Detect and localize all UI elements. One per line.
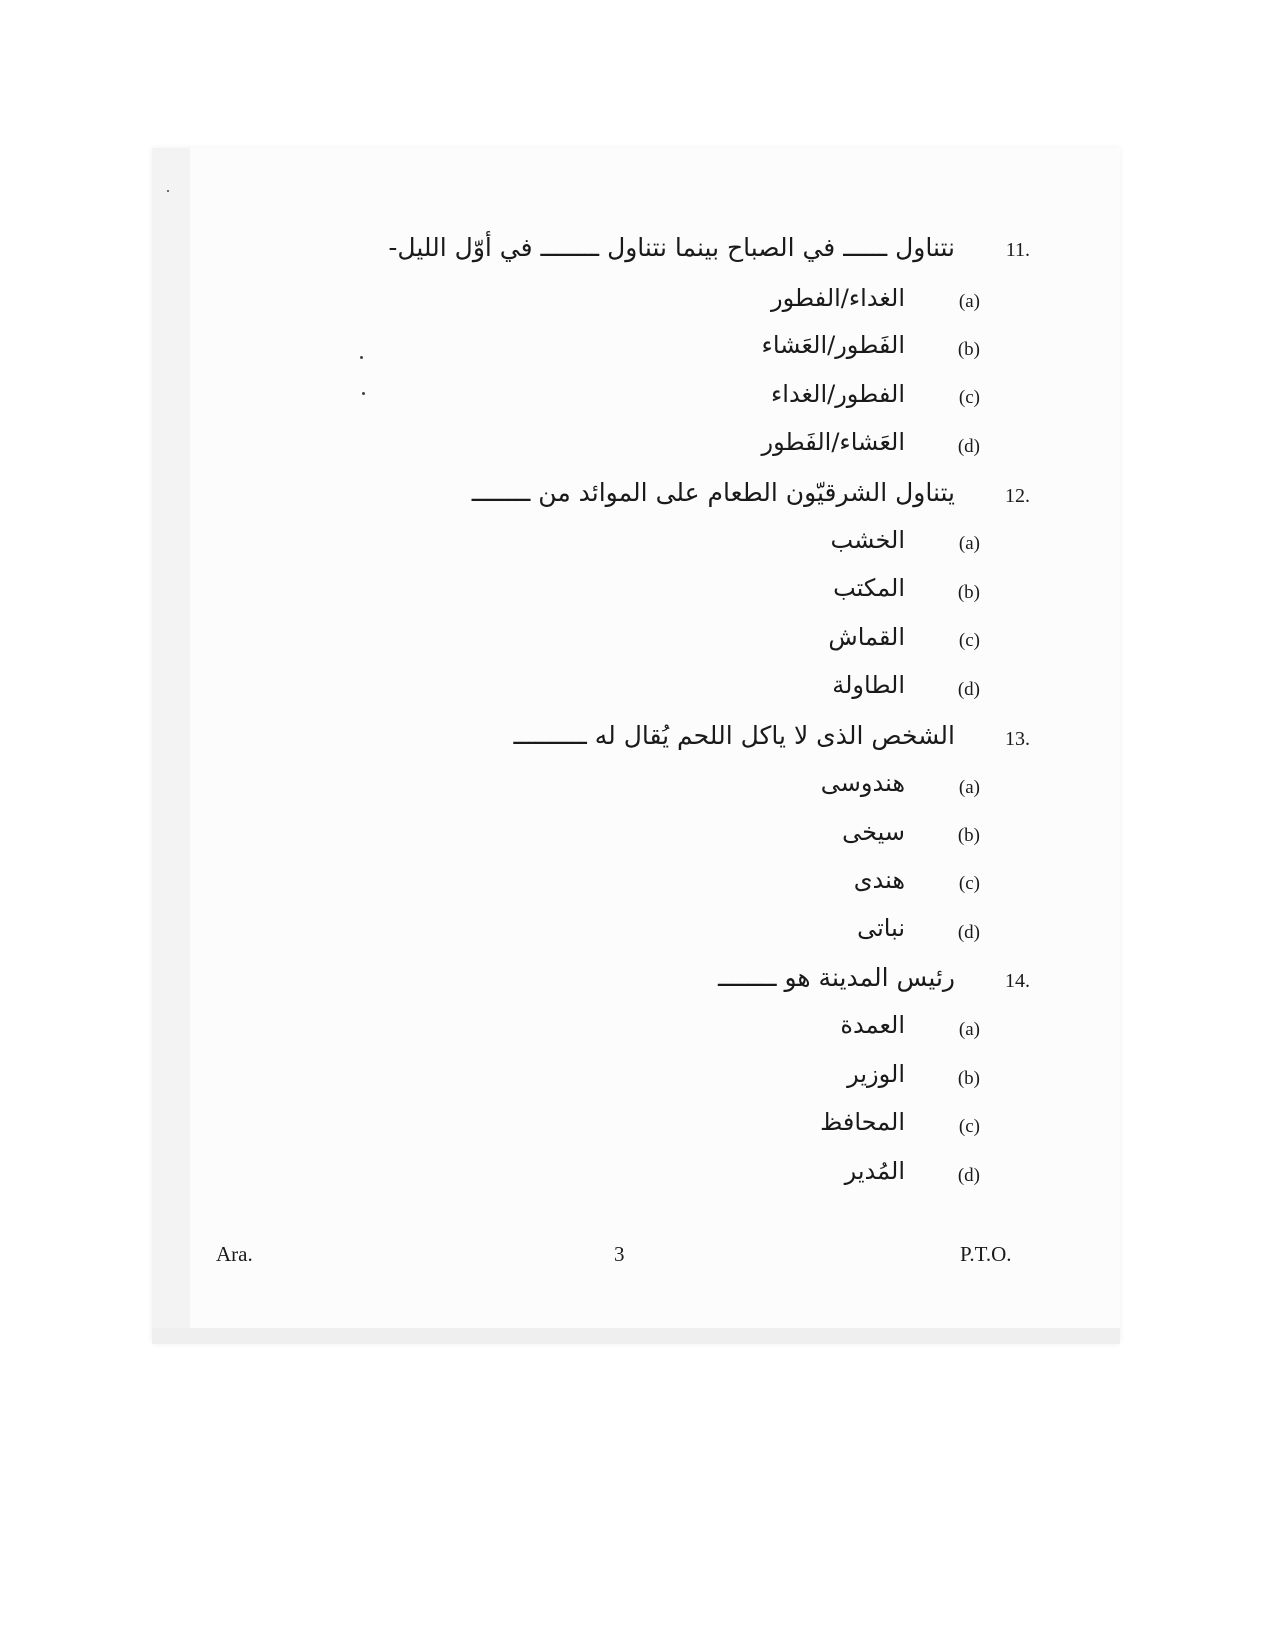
option-letter: (d)	[957, 922, 980, 943]
option-text: القماش	[828, 623, 905, 651]
option-text: الفَطور/العَشاء	[761, 331, 905, 359]
scan-shadow-left	[152, 148, 190, 1344]
option-text: الخشب	[830, 526, 905, 554]
option-letter: (a)	[958, 777, 980, 798]
option-letter: (c)	[958, 387, 980, 408]
option-text: الوزير	[847, 1060, 905, 1088]
question-text: يتناول الشرقيّون الطعام على الموائد من ــــــــ	[471, 478, 955, 507]
option-letter: (c)	[958, 630, 980, 651]
option-text: العَشاء/الفَطور	[761, 428, 905, 456]
option-letter: (d)	[957, 679, 980, 700]
option-letter: (b)	[957, 582, 980, 603]
scan-speck	[362, 392, 365, 395]
footer-subject-code: Ara.	[216, 1242, 253, 1266]
question-number: 11.	[1005, 239, 1030, 261]
option-text: نباتى	[857, 914, 905, 942]
scan-speck	[360, 356, 363, 359]
question-text: الشخص الذى لا ياكل اللحم يُقال له ــــــــــ	[513, 721, 955, 750]
question-number: 14.	[1005, 970, 1030, 992]
option-letter: (a)	[958, 1019, 980, 1040]
option-letter: (b)	[957, 825, 980, 846]
option-letter: (c)	[958, 873, 980, 894]
option-text: الفطور/الغداء	[771, 380, 905, 408]
option-text: هندوسى	[820, 769, 905, 797]
option-letter: (c)	[958, 1116, 980, 1137]
option-text: المُدير	[844, 1157, 905, 1185]
option-text: العمدة	[840, 1011, 905, 1039]
option-text: الغداء/الفطور	[771, 284, 905, 312]
question-number: 12.	[1005, 485, 1030, 507]
option-letter: (a)	[958, 291, 980, 312]
footer-please-turn-over: P.T.O.	[960, 1242, 1012, 1266]
scan-speck	[167, 190, 169, 192]
option-letter: (b)	[957, 1068, 980, 1089]
option-letter: (b)	[957, 339, 980, 360]
option-letter: (d)	[957, 1165, 980, 1186]
option-letter: (d)	[957, 436, 980, 457]
question-text: نتناول ــــــ في الصباح بينما نتناول ــــــــ في أوّل الليل-	[388, 233, 955, 262]
option-text: المحافظ	[820, 1108, 905, 1136]
option-text: هندى	[853, 866, 905, 894]
option-letter: (a)	[958, 533, 980, 554]
footer-page-number: 3	[614, 1242, 625, 1266]
option-text: سيخى	[842, 818, 905, 846]
scan-shadow-bottom	[152, 1328, 1120, 1344]
question-text: رئيس المدينة هو ــــــــ	[717, 963, 955, 992]
option-text: الطاولة	[832, 671, 905, 699]
option-text: المكتب	[833, 574, 905, 602]
question-number: 13.	[1005, 728, 1030, 750]
